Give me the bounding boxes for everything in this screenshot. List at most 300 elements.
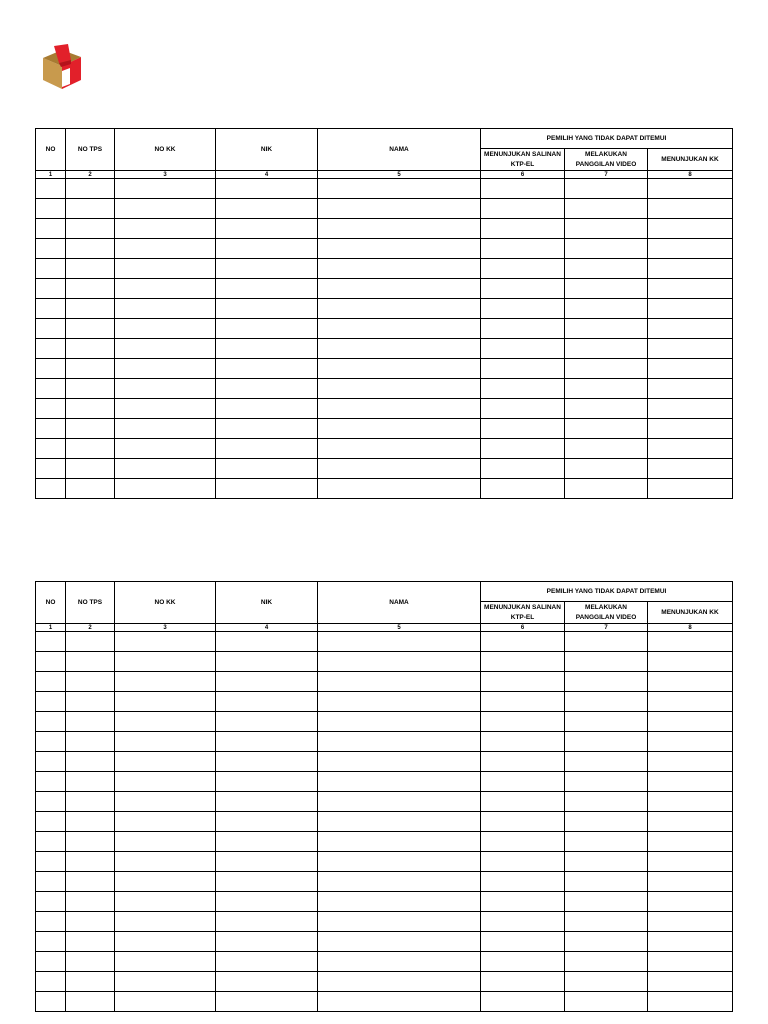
table-cell[interactable]: [36, 972, 66, 992]
table-cell[interactable]: [648, 652, 733, 672]
table-cell[interactable]: [648, 892, 733, 912]
table-cell[interactable]: [565, 812, 648, 832]
table-cell[interactable]: [648, 932, 733, 952]
table-cell[interactable]: [115, 712, 216, 732]
table-row: [36, 259, 733, 279]
table-cell[interactable]: [565, 339, 648, 359]
table-cell[interactable]: [216, 712, 318, 732]
table-cell[interactable]: [565, 972, 648, 992]
table-cell[interactable]: [565, 772, 648, 792]
table-cell[interactable]: [481, 672, 565, 692]
table-cell[interactable]: [648, 732, 733, 752]
table-cell[interactable]: [115, 459, 216, 479]
table-cell[interactable]: [36, 732, 66, 752]
table-cell[interactable]: [565, 692, 648, 712]
table-cell[interactable]: [36, 359, 66, 379]
table-cell[interactable]: [216, 179, 318, 199]
table-cell[interactable]: [36, 399, 66, 419]
table-cell[interactable]: [216, 219, 318, 239]
table-cell[interactable]: [648, 199, 733, 219]
table-cell[interactable]: [648, 479, 733, 499]
table-cell[interactable]: [565, 379, 648, 399]
table-cell[interactable]: [481, 199, 565, 219]
table-cell[interactable]: [216, 359, 318, 379]
table-cell[interactable]: [648, 239, 733, 259]
table-cell[interactable]: [66, 179, 115, 199]
table-cell[interactable]: [318, 279, 481, 299]
table-cell[interactable]: [216, 632, 318, 652]
table-cell[interactable]: [565, 359, 648, 379]
table-cell[interactable]: [565, 892, 648, 912]
table-cell[interactable]: [481, 912, 565, 932]
table-row: [36, 812, 733, 832]
table-cell[interactable]: [36, 239, 66, 259]
table-row: [36, 772, 733, 792]
column-number: 8: [648, 624, 733, 632]
table-cell[interactable]: [648, 279, 733, 299]
table-cell[interactable]: [481, 652, 565, 672]
table-cell[interactable]: [36, 439, 66, 459]
table-cell[interactable]: [318, 459, 481, 479]
table-cell[interactable]: [216, 932, 318, 952]
table-row: [36, 652, 733, 672]
table-cell[interactable]: [481, 792, 565, 812]
table-cell[interactable]: [565, 952, 648, 972]
table-cell[interactable]: [66, 339, 115, 359]
table-cell[interactable]: [66, 832, 115, 852]
header-no: NO: [36, 129, 66, 171]
table-cell[interactable]: [565, 419, 648, 439]
table-row: [36, 892, 733, 912]
table-cell[interactable]: [115, 852, 216, 872]
table-cell[interactable]: [66, 299, 115, 319]
table-cell[interactable]: [216, 852, 318, 872]
table-cell[interactable]: [115, 319, 216, 339]
table-cell[interactable]: [36, 299, 66, 319]
table-cell[interactable]: [66, 752, 115, 772]
table-cell[interactable]: [481, 399, 565, 419]
table-cell[interactable]: [318, 439, 481, 459]
table-cell[interactable]: [66, 379, 115, 399]
table-cell[interactable]: [216, 319, 318, 339]
table-cell[interactable]: [216, 299, 318, 319]
header-nama: NAMA: [318, 129, 481, 171]
table-cell[interactable]: [36, 992, 66, 1012]
table-cell[interactable]: [216, 872, 318, 892]
table-cell[interactable]: [66, 199, 115, 219]
table-cell[interactable]: [115, 299, 216, 319]
table-cell[interactable]: [318, 712, 481, 732]
table-cell[interactable]: [318, 932, 481, 952]
table-cell[interactable]: [66, 359, 115, 379]
table-cell[interactable]: [115, 419, 216, 439]
table-cell[interactable]: [648, 299, 733, 319]
table-cell[interactable]: [216, 279, 318, 299]
table-cell[interactable]: [565, 239, 648, 259]
table-cell[interactable]: [481, 179, 565, 199]
table-cell[interactable]: [66, 972, 115, 992]
table-cell[interactable]: [648, 792, 733, 812]
table-cell[interactable]: [115, 239, 216, 259]
table-cell[interactable]: [216, 832, 318, 852]
table-cell[interactable]: [648, 632, 733, 652]
table-cell[interactable]: [648, 712, 733, 732]
table-cell[interactable]: [318, 832, 481, 852]
table-cell[interactable]: [66, 239, 115, 259]
table-cell[interactable]: [36, 952, 66, 972]
table-cell[interactable]: [481, 832, 565, 852]
table-cell[interactable]: [481, 952, 565, 972]
table-cell[interactable]: [66, 399, 115, 419]
table-cell[interactable]: [648, 399, 733, 419]
table-cell[interactable]: [36, 752, 66, 772]
table-cell[interactable]: [36, 652, 66, 672]
table-cell[interactable]: [648, 992, 733, 1012]
table-cell[interactable]: [66, 952, 115, 972]
table-cell[interactable]: [648, 952, 733, 972]
table-cell[interactable]: [648, 379, 733, 399]
table-cell[interactable]: [115, 932, 216, 952]
table-cell[interactable]: [115, 692, 216, 712]
table-cell[interactable]: [115, 912, 216, 932]
table-cell[interactable]: [216, 379, 318, 399]
table-cell[interactable]: [648, 459, 733, 479]
table-cell[interactable]: [481, 339, 565, 359]
table-cell[interactable]: [481, 852, 565, 872]
table-cell[interactable]: [36, 632, 66, 652]
table-cell[interactable]: [66, 812, 115, 832]
table-cell[interactable]: [648, 852, 733, 872]
table-cell[interactable]: [648, 419, 733, 439]
table-cell[interactable]: [66, 672, 115, 692]
table-cell[interactable]: [648, 319, 733, 339]
table-cell[interactable]: [216, 752, 318, 772]
table-cell[interactable]: [318, 852, 481, 872]
table-cell[interactable]: [565, 399, 648, 419]
table-cell[interactable]: [66, 219, 115, 239]
table-cell[interactable]: [216, 912, 318, 932]
table-cell[interactable]: [648, 772, 733, 792]
table-cell[interactable]: [115, 179, 216, 199]
table-cell[interactable]: [481, 419, 565, 439]
table-cell[interactable]: [565, 299, 648, 319]
table-cell[interactable]: [216, 339, 318, 359]
table-cell[interactable]: [66, 279, 115, 299]
table-cell[interactable]: [115, 732, 216, 752]
table-cell[interactable]: [318, 399, 481, 419]
table-cell[interactable]: [481, 299, 565, 319]
table-cell[interactable]: [115, 219, 216, 239]
column-number-row: [36, 624, 733, 632]
table-cell[interactable]: [36, 812, 66, 832]
table-cell[interactable]: [115, 632, 216, 652]
table-cell[interactable]: [36, 912, 66, 932]
table-cell[interactable]: [66, 872, 115, 892]
table-cell[interactable]: [36, 319, 66, 339]
table-cell[interactable]: [66, 459, 115, 479]
table-cell[interactable]: [115, 259, 216, 279]
table-cell[interactable]: [36, 179, 66, 199]
table-cell[interactable]: [318, 239, 481, 259]
table-cell[interactable]: [648, 179, 733, 199]
table-cell[interactable]: [318, 339, 481, 359]
table-cell[interactable]: [481, 752, 565, 772]
table-cell[interactable]: [565, 199, 648, 219]
table-cell[interactable]: [216, 259, 318, 279]
table-cell[interactable]: [648, 872, 733, 892]
table-cell[interactable]: [318, 219, 481, 239]
table-cell[interactable]: [216, 479, 318, 499]
table-cell[interactable]: [115, 872, 216, 892]
table-cell[interactable]: [481, 972, 565, 992]
subheader-panggilan-video: MELAKUKAN PANGGILAN VIDEO: [565, 602, 648, 624]
table-row: [36, 319, 733, 339]
table-cell[interactable]: [216, 812, 318, 832]
table-cell[interactable]: [481, 239, 565, 259]
table-cell[interactable]: [318, 772, 481, 792]
table-cell[interactable]: [216, 992, 318, 1012]
table-cell[interactable]: [66, 912, 115, 932]
table-cell[interactable]: [318, 872, 481, 892]
table-cell[interactable]: [216, 672, 318, 692]
table-cell[interactable]: [648, 832, 733, 852]
table-cell[interactable]: [115, 479, 216, 499]
table-cell[interactable]: [481, 712, 565, 732]
table-cell[interactable]: [565, 652, 648, 672]
column-number: 5: [318, 624, 481, 632]
table-cell[interactable]: [318, 972, 481, 992]
table-cell[interactable]: [36, 892, 66, 912]
table-cell[interactable]: [36, 339, 66, 359]
table-cell[interactable]: [318, 199, 481, 219]
table-cell[interactable]: [565, 219, 648, 239]
table-cell[interactable]: [36, 479, 66, 499]
table-cell[interactable]: [115, 672, 216, 692]
table-cell[interactable]: [318, 792, 481, 812]
column-number: 5: [318, 171, 481, 179]
table-cell[interactable]: [36, 199, 66, 219]
table-cell[interactable]: [481, 892, 565, 912]
table-cell[interactable]: [36, 259, 66, 279]
table-cell[interactable]: [115, 832, 216, 852]
table-cell[interactable]: [481, 872, 565, 892]
table-cell[interactable]: [318, 479, 481, 499]
table-cell[interactable]: [481, 259, 565, 279]
table-cell[interactable]: [115, 439, 216, 459]
table-cell[interactable]: [115, 772, 216, 792]
table-cell[interactable]: [66, 632, 115, 652]
table-cell[interactable]: [66, 852, 115, 872]
table-cell[interactable]: [318, 419, 481, 439]
table-cell[interactable]: [565, 792, 648, 812]
header-group: PEMILIH YANG TIDAK DAPAT DITEMUI: [481, 129, 733, 149]
table-cell[interactable]: [318, 632, 481, 652]
table-cell[interactable]: [216, 972, 318, 992]
table-cell[interactable]: [318, 892, 481, 912]
table-cell[interactable]: [565, 712, 648, 732]
table-cell[interactable]: [66, 892, 115, 912]
table-cell[interactable]: [36, 219, 66, 239]
table-cell[interactable]: [318, 672, 481, 692]
table-cell[interactable]: [648, 972, 733, 992]
table-cell[interactable]: [565, 852, 648, 872]
table-cell[interactable]: [565, 872, 648, 892]
table-cell[interactable]: [115, 199, 216, 219]
table-cell[interactable]: [66, 992, 115, 1012]
table-cell[interactable]: [66, 692, 115, 712]
table-cell[interactable]: [565, 632, 648, 652]
table-cell[interactable]: [565, 259, 648, 279]
table-cell[interactable]: [216, 199, 318, 219]
table-cell[interactable]: [36, 692, 66, 712]
table-cell[interactable]: [481, 359, 565, 379]
table-cell[interactable]: [216, 239, 318, 259]
table-row: [36, 299, 733, 319]
table-cell[interactable]: [36, 379, 66, 399]
table-cell[interactable]: [565, 832, 648, 852]
table-cell[interactable]: [481, 692, 565, 712]
table-cell[interactable]: [648, 439, 733, 459]
table-cell[interactable]: [66, 772, 115, 792]
table-row: [36, 972, 733, 992]
table-cell[interactable]: [216, 459, 318, 479]
table-cell[interactable]: [318, 812, 481, 832]
table-cell[interactable]: [481, 812, 565, 832]
table-cell[interactable]: [36, 772, 66, 792]
column-number: 3: [115, 171, 216, 179]
table-cell[interactable]: [318, 379, 481, 399]
table-cell[interactable]: [318, 992, 481, 1012]
table-cell[interactable]: [115, 812, 216, 832]
table-cell[interactable]: [115, 892, 216, 912]
table-cell[interactable]: [66, 652, 115, 672]
table-cell[interactable]: [648, 912, 733, 932]
table-cell[interactable]: [318, 752, 481, 772]
table-cell[interactable]: [648, 359, 733, 379]
table-cell[interactable]: [36, 932, 66, 952]
table-cell[interactable]: [565, 752, 648, 772]
table-cell[interactable]: [318, 359, 481, 379]
table-cell[interactable]: [565, 912, 648, 932]
table-cell[interactable]: [318, 652, 481, 672]
table-cell[interactable]: [481, 992, 565, 1012]
table-cell[interactable]: [565, 439, 648, 459]
table-cell[interactable]: [565, 732, 648, 752]
table-cell[interactable]: [648, 672, 733, 692]
table-cell[interactable]: [565, 179, 648, 199]
table-cell[interactable]: [66, 479, 115, 499]
table-cell[interactable]: [318, 299, 481, 319]
table-cell[interactable]: [481, 219, 565, 239]
table-cell[interactable]: [115, 339, 216, 359]
table-cell[interactable]: [36, 792, 66, 812]
table-cell[interactable]: [648, 752, 733, 772]
table-cell[interactable]: [115, 359, 216, 379]
table-cell[interactable]: [318, 912, 481, 932]
table-cell[interactable]: [565, 279, 648, 299]
table-cell[interactable]: [36, 279, 66, 299]
table-cell[interactable]: [318, 692, 481, 712]
table-cell[interactable]: [318, 179, 481, 199]
table-cell[interactable]: [648, 692, 733, 712]
table-cell[interactable]: [216, 652, 318, 672]
table-cell[interactable]: [318, 732, 481, 752]
table-cell[interactable]: [481, 772, 565, 792]
table-cell[interactable]: [36, 832, 66, 852]
table-cell[interactable]: [565, 992, 648, 1012]
table-cell[interactable]: [115, 652, 216, 672]
table-cell[interactable]: [66, 732, 115, 752]
table-cell[interactable]: [648, 219, 733, 239]
table-cell[interactable]: [66, 932, 115, 952]
table-cell[interactable]: [36, 459, 66, 479]
table-cell[interactable]: [115, 379, 216, 399]
table-cell[interactable]: [481, 439, 565, 459]
table-cell[interactable]: [36, 712, 66, 732]
table-cell[interactable]: [36, 852, 66, 872]
table-cell[interactable]: [481, 479, 565, 499]
table-cell[interactable]: [565, 459, 648, 479]
table-cell[interactable]: [565, 932, 648, 952]
table-cell[interactable]: [216, 419, 318, 439]
table-cell[interactable]: [648, 259, 733, 279]
table-cell[interactable]: [318, 259, 481, 279]
table-cell[interactable]: [318, 952, 481, 972]
table-cell[interactable]: [115, 399, 216, 419]
table-cell[interactable]: [481, 632, 565, 652]
table-cell[interactable]: [216, 952, 318, 972]
table-cell[interactable]: [565, 672, 648, 692]
table-cell[interactable]: [115, 279, 216, 299]
table-cell[interactable]: [216, 792, 318, 812]
table-cell[interactable]: [481, 279, 565, 299]
table-cell[interactable]: [481, 459, 565, 479]
table-cell[interactable]: [66, 259, 115, 279]
table-cell[interactable]: [216, 772, 318, 792]
table-cell[interactable]: [481, 379, 565, 399]
table-cell[interactable]: [115, 992, 216, 1012]
table-cell[interactable]: [66, 419, 115, 439]
table-cell[interactable]: [66, 319, 115, 339]
subheader-salinan-ktp: MENUNJUKAN SALINAN KTP-EL: [481, 602, 565, 624]
table-cell[interactable]: [115, 752, 216, 772]
table-cell[interactable]: [115, 972, 216, 992]
table-cell[interactable]: [648, 339, 733, 359]
table-cell[interactable]: [36, 419, 66, 439]
table-cell[interactable]: [216, 892, 318, 912]
table-cell[interactable]: [216, 439, 318, 459]
table-cell[interactable]: [318, 319, 481, 339]
table-cell[interactable]: [216, 692, 318, 712]
table-cell[interactable]: [36, 872, 66, 892]
table-cell[interactable]: [481, 932, 565, 952]
table-cell[interactable]: [36, 672, 66, 692]
table-cell[interactable]: [66, 792, 115, 812]
table-cell[interactable]: [648, 812, 733, 832]
table-cell[interactable]: [216, 399, 318, 419]
table-cell[interactable]: [481, 732, 565, 752]
ballot-box-logo: [41, 44, 83, 90]
table-cell[interactable]: [66, 712, 115, 732]
table-cell[interactable]: [115, 952, 216, 972]
table-cell[interactable]: [216, 732, 318, 752]
table-row: [36, 479, 733, 499]
table-cell[interactable]: [481, 319, 565, 339]
table-cell[interactable]: [115, 792, 216, 812]
table-cell[interactable]: [66, 439, 115, 459]
table-cell[interactable]: [565, 479, 648, 499]
table-cell[interactable]: [565, 319, 648, 339]
